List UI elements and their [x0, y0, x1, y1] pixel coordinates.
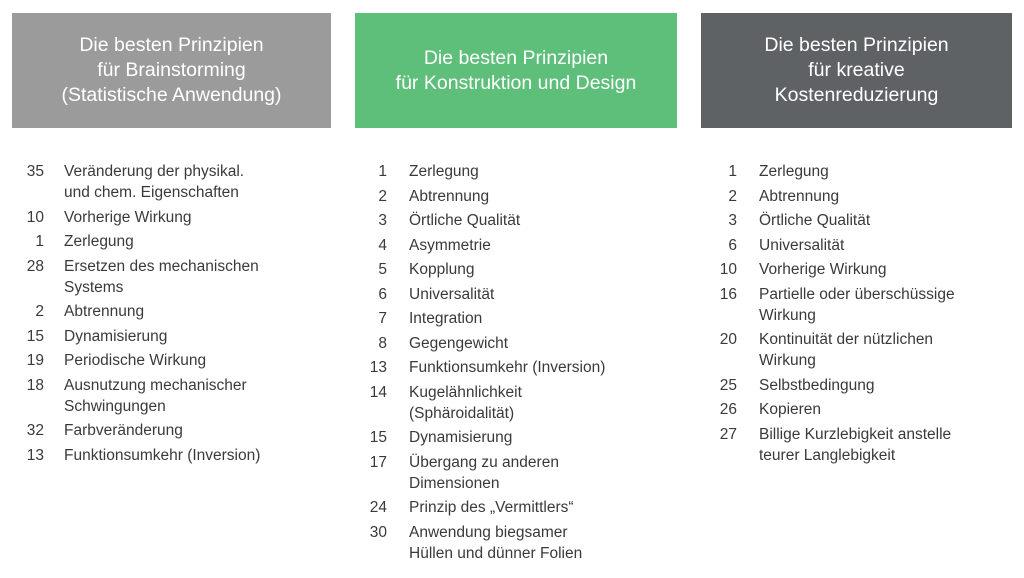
principle-number: 17 — [369, 453, 387, 471]
principle-item — [361, 161, 605, 182]
principle-text: Dynamisierung — [409, 429, 513, 446]
principle-number: 10 — [26, 208, 44, 226]
principle-number: 5 — [378, 261, 387, 278]
principle-text: Funktionsumkehr (Inversion) — [409, 359, 606, 376]
principle-text: Selbstbedingung — [759, 376, 875, 394]
principle-number: 27 — [719, 425, 737, 443]
principle-item — [18, 445, 260, 466]
principle-number: 8 — [378, 334, 387, 352]
principle-number: 30 — [369, 523, 387, 541]
principle-number: 6 — [378, 285, 387, 303]
principle-item — [361, 357, 605, 378]
principle-text: Kugelähnlichkeit (Sphäroidalität) — [409, 383, 522, 422]
principle-text: Asymmetrie — [409, 236, 491, 254]
principle-item — [18, 375, 260, 417]
principle-number: 2 — [35, 303, 44, 320]
principle-item — [361, 210, 605, 231]
principle-number: 6 — [728, 236, 737, 254]
principle-item — [361, 382, 605, 424]
principle-number: 7 — [378, 310, 387, 327]
column-header: Die besten Prinzipien für Brainstorming (Statistische Anwendung) — [12, 13, 331, 128]
principle-item — [361, 427, 605, 448]
principle-list — [361, 161, 605, 567]
principle-text: Kopieren — [759, 401, 822, 418]
principle-item — [361, 308, 605, 329]
principle-item — [361, 259, 605, 280]
principle-item — [18, 326, 260, 347]
principle-item — [18, 301, 260, 322]
principle-text: Dynamisierung — [64, 327, 168, 345]
principle-number: 4 — [378, 236, 387, 254]
principle-item — [711, 235, 955, 256]
principle-item — [711, 329, 955, 371]
principle-item — [18, 207, 260, 228]
principle-number: 26 — [719, 401, 737, 418]
principle-text: Kopplung — [409, 261, 475, 278]
principle-number: 15 — [369, 429, 387, 446]
principle-number: 1 — [728, 163, 737, 180]
principle-item — [711, 284, 955, 326]
principle-text: Kontinuität der nützlichen Wirkung — [759, 331, 934, 369]
principle-text: Universalität — [759, 236, 845, 254]
principle-text: Funktionsumkehr (Inversion) — [64, 446, 261, 464]
principle-number: 13 — [26, 446, 44, 464]
principle-text: Ausnutzung mechanischer Schwingungen — [64, 376, 247, 415]
principle-number: 28 — [26, 257, 44, 275]
principle-item — [711, 210, 955, 231]
principle-text: Örtliche Qualität — [759, 212, 871, 229]
principle-text: Vorherige Wirkung — [759, 261, 887, 278]
principle-text: Ersetzen des mechanischen Systems — [64, 257, 259, 296]
principle-item — [18, 161, 260, 203]
principle-item — [361, 235, 605, 256]
principle-text: Gegengewicht — [409, 334, 509, 352]
principle-item — [361, 284, 605, 305]
principle-number: 15 — [26, 327, 44, 345]
principle-item — [711, 186, 955, 207]
principle-number: 10 — [719, 261, 737, 278]
principle-item — [18, 350, 260, 371]
principle-number: 2 — [728, 187, 737, 205]
principle-number: 24 — [369, 499, 387, 516]
principle-text: Integration — [409, 310, 483, 327]
principle-number: 20 — [719, 331, 737, 348]
column-design — [355, 13, 677, 562]
principle-text: Übergang zu anderen Dimensionen — [409, 453, 559, 492]
principle-text: Anwendung biegsamer Hüllen und dünner Folien — [409, 523, 583, 562]
principle-item — [361, 497, 605, 518]
column-brainstorming — [12, 13, 331, 464]
principle-text: Periodische Wirkung — [64, 352, 207, 369]
principle-number: 3 — [728, 212, 737, 229]
column-header: Die besten Prinzipien für Konstruktion und Design — [355, 13, 677, 128]
principle-text: Zerlegung — [759, 163, 829, 180]
principle-number: 14 — [369, 383, 387, 401]
principle-text: Billige Kurzlebigkeit anstelle teurer Langlebigkeit — [759, 425, 952, 464]
principle-number: 18 — [26, 376, 44, 394]
principle-item — [361, 186, 605, 207]
principle-text: Abtrennung — [759, 187, 840, 205]
principle-text: Abtrennung — [64, 303, 145, 320]
principle-item — [18, 256, 260, 298]
principle-number: 19 — [26, 352, 44, 369]
principle-text: Prinzip des „Vermittlers“ — [409, 499, 574, 516]
principle-text: Partielle oder überschüssige Wirkung — [759, 285, 955, 324]
principle-text: Farbveränderung — [64, 422, 183, 439]
principle-item — [18, 231, 260, 252]
principle-item — [361, 522, 605, 564]
principle-text: Örtliche Qualität — [409, 212, 521, 229]
principle-number: 3 — [378, 212, 387, 229]
column-kostenreduzierung — [701, 13, 1012, 464]
principle-text: Abtrennung — [409, 187, 490, 205]
principle-number: 1 — [378, 163, 387, 180]
principle-number: 16 — [719, 285, 737, 303]
principle-item — [711, 399, 955, 420]
principle-number: 1 — [35, 233, 44, 250]
principle-number: 2 — [378, 187, 387, 205]
principle-text: Vorherige Wirkung — [64, 208, 192, 226]
principle-item — [361, 333, 605, 354]
principle-text: Universalität — [409, 285, 495, 303]
principle-number: 25 — [719, 376, 737, 394]
principle-item — [711, 161, 955, 182]
principle-item — [711, 375, 955, 396]
principle-text: Zerlegung — [409, 163, 479, 180]
principle-number: 35 — [26, 163, 44, 180]
principle-list — [711, 161, 955, 469]
principle-item — [711, 259, 955, 280]
principle-item — [18, 420, 260, 441]
principle-number: 13 — [369, 359, 387, 376]
principle-item — [361, 452, 605, 494]
column-header: Die besten Prinzipien für kreative Kostenreduzierung — [701, 13, 1012, 128]
principle-number: 32 — [26, 422, 44, 439]
principle-item — [711, 424, 955, 466]
principle-text: Zerlegung — [64, 233, 134, 250]
principle-text: Veränderung der physikal. und chem. Eigenschaften — [64, 163, 245, 201]
principle-list — [18, 161, 260, 469]
